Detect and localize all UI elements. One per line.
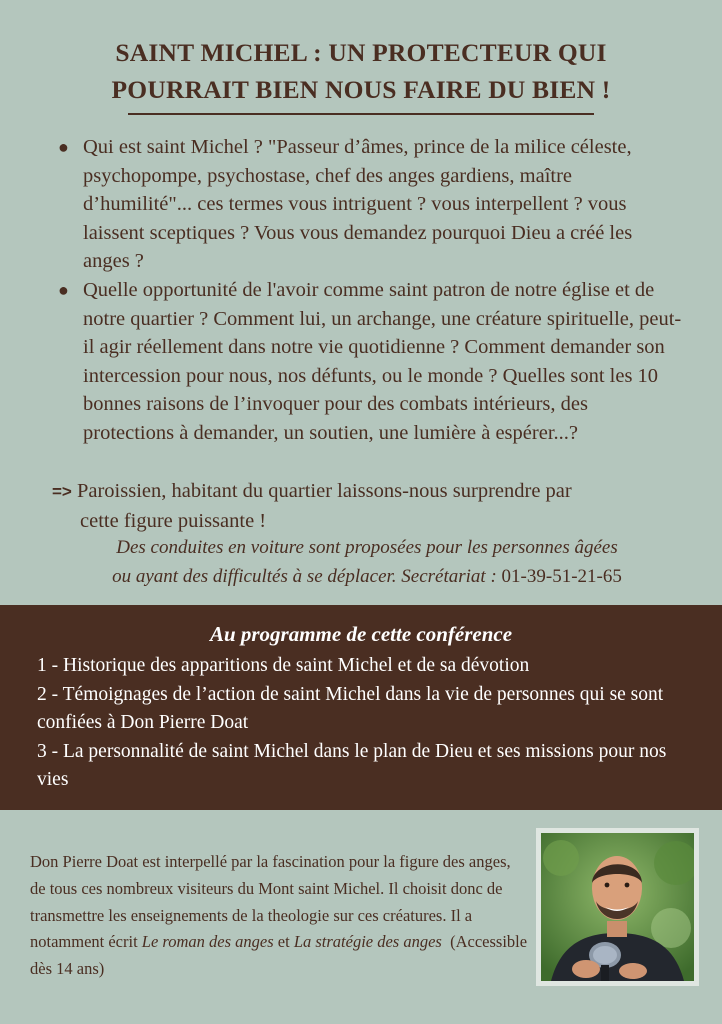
call-to-action [52, 477, 692, 535]
bio-and: et [277, 932, 290, 952]
program-item: 3 - La personnalité de saint Michel dans le plan de Dieu et ses missions pour nos vies [37, 740, 667, 791]
program-item: 1 - Historique des apparitions de saint Michel et de sa dévotion [37, 655, 530, 676]
book-title-2: La stratégie des anges [293, 932, 442, 952]
bullet-dot-icon: ● [58, 137, 69, 157]
book-title-1: Le roman des anges [141, 932, 274, 952]
title-underline [128, 113, 594, 115]
program-list [37, 652, 697, 795]
page-title [0, 34, 722, 108]
speaker-bio [30, 849, 528, 983]
bullet-dot-icon: ● [58, 279, 69, 300]
list-item [52, 133, 682, 276]
call-line-2: cette figure puissante ! [80, 509, 267, 532]
call-line-1: Paroissien, habitant du quartier laissons-nous surprendre par [76, 480, 572, 502]
phone-number: 01-39-51-21-65 [501, 566, 622, 587]
program-section [0, 605, 722, 810]
bio-text: Don Pierre Doat est interpellé par la fascination pour la figure des anges, de tous ces nombreux visiteurs du Mont saint Michel. Il choisit donc de transmettre les enseignements de la theologie sur ces créatures. Il a notamment écrit [30, 852, 511, 952]
speaker-photo-image [541, 833, 694, 981]
question-list [52, 133, 682, 448]
arrow-icon: => [52, 482, 72, 501]
bullet-text: Qui est saint Michel ? "Passeur d’âmes, prince de la milice céleste, psychopompe, psychostase, chef des anges gardiens, maître d’humilité"... ces termes vous intriguent ? vous interpellent ? vous laissent sceptiques ? Vous vous demandez pourquoi Dieu a créé les anges ? [83, 136, 633, 273]
bullet-text: Quelle opportunité de l'avoir comme saint patron de notre église et de notre quartier ? Comment lui, un archange, une créature spirituelle, peut-il agir réellement dans notre vie quotidienne ? Comment demander son intercession pour nous, nos défunts, ou le monde ? Quelles sont les 10 bonnes raisons de l’invoquer pour des combats intérieurs, des protections à demander, un soutien, une lumière à espérer...? [83, 278, 682, 444]
note-line-1: Des conduites en voiture sont proposées pour les personnes âgées [116, 537, 618, 558]
program-title: Au programme de cette conférence [209, 622, 513, 646]
age-note: (Accessible dès 14 ans) [30, 932, 528, 979]
program-item: 2 - Témoignages de l’action de saint Michel dans la vie de personnes qui se sont confiées à Don Pierre Doat [37, 683, 664, 734]
title-line-2: POURRAIT BIEN NOUS FAIRE DU BIEN ! [111, 75, 611, 104]
title-line-1: SAINT MICHEL : UN PROTECTEUR QUI [115, 38, 607, 67]
speaker-photo [536, 828, 699, 986]
list-item [52, 276, 682, 448]
transport-note [42, 533, 692, 591]
note-line-2: ou ayant des difficultés à se déplacer. Secrétariat : [112, 566, 497, 587]
